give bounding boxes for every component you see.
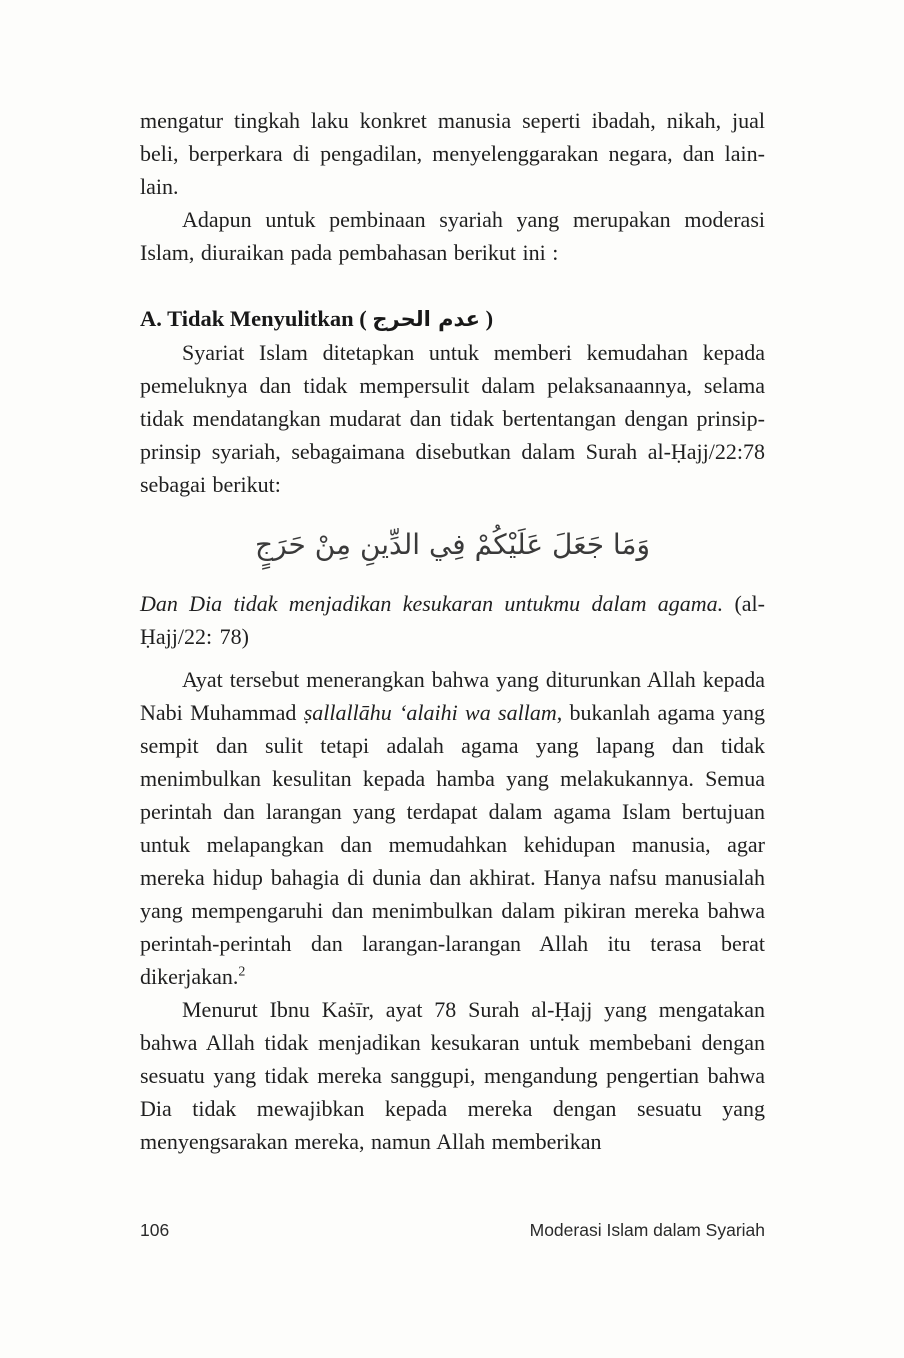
verse-translation-reference: (al-Ḥajj/22: 78) — [140, 591, 765, 649]
quran-verse-arabic: وَمَا جَعَلَ عَلَيْكُمْ فِي الدِّينِ مِنْ حَرَجٍ — [255, 528, 650, 561]
footnote-reference: 2 — [238, 964, 246, 980]
paragraph-menurut: Menurut Ibnu Kaṡīr, ayat 78 Surah al-Ḥajj yang mengatakan bahwa Allah tidak menjadikan kesukaran untuk membebani dengan sesuatu yang tidak mereka sanggupi, mengandung pengertian bahwa Dia tidak mewajibkan kepada mereka dengan sesuatu yang menyengsarakan mereka, namun Allah memberikan — [140, 997, 765, 1154]
honorific-phrase: ṣallallāhu ‘alaihi wa sallam — [303, 700, 557, 725]
verse-translation-text: Dan Dia tidak menjadikan kesukaran untukmu dalam agama. — [140, 591, 724, 616]
section-heading-paren: ) — [479, 306, 494, 331]
section-heading-arabic: عدم الحرج — [372, 307, 480, 331]
page-footer — [140, 1220, 765, 1241]
paragraph-ayat-end: , bukanlah agama yang sempit dan sulit tetapi adalah agama yang lapang dan tidak menimbulkan kesulitan kepada hamba yang melakukannya. Semua perintah dan larangan yang terdapat dalam agama Islam bertujuan untuk melapangkan dan memudahkan kehidupan manusia, agar mereka hidup bahagia di dunia dan akhirat. Hanya nafsu manusialah yang mempengaruhi dan menimbulkan dalam pikiran mereka bahwa perintah-perintah dan larangan-larangan Allah itu terasa berat dikerjakan. — [140, 700, 765, 989]
page-content — [140, 104, 765, 1158]
verse-translation — [140, 587, 765, 653]
page-number: 106 — [140, 1220, 170, 1240]
section-heading — [140, 302, 765, 336]
paragraph-continuation: mengatur tingkah laku konkret manusia seperti ibadah, nikah, jual beli, berperkara di pengadilan, menyelenggarakan negara, dan lain-lain. — [140, 108, 765, 199]
paragraph-ayat — [140, 663, 765, 993]
section-heading-latin: A. Tidak Menyulitkan ( — [140, 306, 373, 331]
paragraph-syariat: Syariat Islam ditetapkan untuk memberi kemudahan kepada pemeluknya dan tidak mempersulit dalam pelaksanaannya, selama tidak mendatangkan mudarat dan tidak bertentangan dengan prinsip-prinsip syariah, sebagaimana disebutkan dalam Surah al-Ḥajj/22:78 sebagai berikut: — [140, 340, 765, 497]
paragraph-adapun: Adapun untuk pembinaan syariah yang merupakan moderasi Islam, diuraikan pada pembahasan berikut ini : — [140, 207, 765, 265]
running-title: Moderasi Islam dalam Syariah — [529, 1220, 765, 1240]
paragraph-ayat-start: Ayat tersebut menerangkan bahwa yang diturunkan Allah kepada Nabi Muhammad — [140, 667, 765, 725]
